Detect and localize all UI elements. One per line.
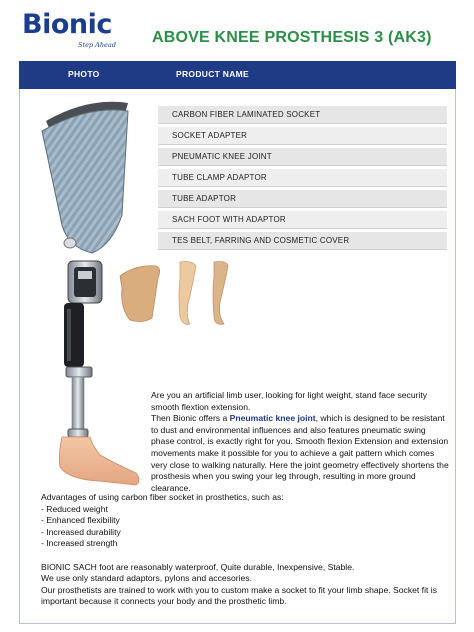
shin-cover	[179, 262, 196, 325]
intro-suffix: , which is designed to be resistant to dust and environmental influences and also features pneumatic swing phase control, is exactly right for you. Smooth flexion Extension and extension movements make it possible for you to achieve a gait pattern which comes very close to walking naturally. Here the joint geometry effectively shortens the prosthesis when you swing your leg through, resulting in more ground clearance.	[151, 413, 449, 493]
parts-list	[158, 106, 447, 253]
pneumatic-knee-highlight: Pneumatic knee joint	[229, 413, 316, 424]
advantage-item: - Increased strength	[41, 538, 118, 549]
sach-foot	[59, 437, 139, 485]
intro-prefix: Then Bionic offers a	[151, 413, 230, 424]
thigh-cover	[213, 262, 228, 325]
part-item: CARBON FIBER LAMINATED SOCKET	[158, 106, 447, 124]
cosmetic-cover-photo	[116, 258, 234, 330]
advantages-heading: Advantages of using carbon fiber socket in prosthetics, such as:	[41, 492, 284, 502]
page-title: ABOVE KNEE PROSTHESIS 3 (AK3)	[152, 29, 432, 46]
intro-text	[151, 390, 451, 494]
part-item: SOCKET ADAPTER	[158, 127, 447, 145]
logo-wordmark: Bionic	[22, 9, 112, 40]
closing-line-1: BIONIC SACH foot are reasonably waterproof, Quite durable, Inexpensive, Stable.	[41, 561, 355, 572]
advantage-item: - Increased durability	[41, 526, 121, 537]
part-item: PNEUMATIC KNEE JOINT	[158, 148, 447, 166]
logo-tagline: Step Ahead	[78, 41, 116, 49]
header-photo: PHOTO	[68, 69, 100, 79]
tube-clamp	[66, 367, 92, 377]
closing-line-3: Our prosthetists are trained to work with you to custom make a socket to fit your limb shape. Socket fit is important because it connects your body and the prosthetic limb.	[41, 584, 437, 607]
carbon-socket	[42, 110, 128, 253]
part-item: TUBE CLAMP ADAPTOR	[158, 169, 447, 187]
part-item: SACH FOOT WITH ADAPTOR	[158, 211, 447, 229]
closing-line-2: We use only standard adaptors, pylons and accesories.	[41, 573, 252, 584]
intro-line-1: Are you an artificial limb user, looking for light weight, stand face security smooth flextion extension.	[151, 390, 428, 412]
advantage-item: - Enhanced flexibility	[41, 515, 120, 526]
advantage-item: - Reduced weight	[41, 503, 108, 514]
bionic-logo	[22, 8, 122, 54]
tube-adaptor	[72, 377, 84, 431]
part-item: TUBE ADAPTOR	[158, 190, 447, 208]
header-product-name: PRODUCT NAME	[176, 69, 250, 79]
part-item: TES BELT, FARRING AND COSMETIC COVER	[158, 232, 447, 250]
advantages-section	[41, 492, 451, 608]
knee-cover	[120, 266, 160, 322]
intro-line-2	[151, 413, 451, 494]
